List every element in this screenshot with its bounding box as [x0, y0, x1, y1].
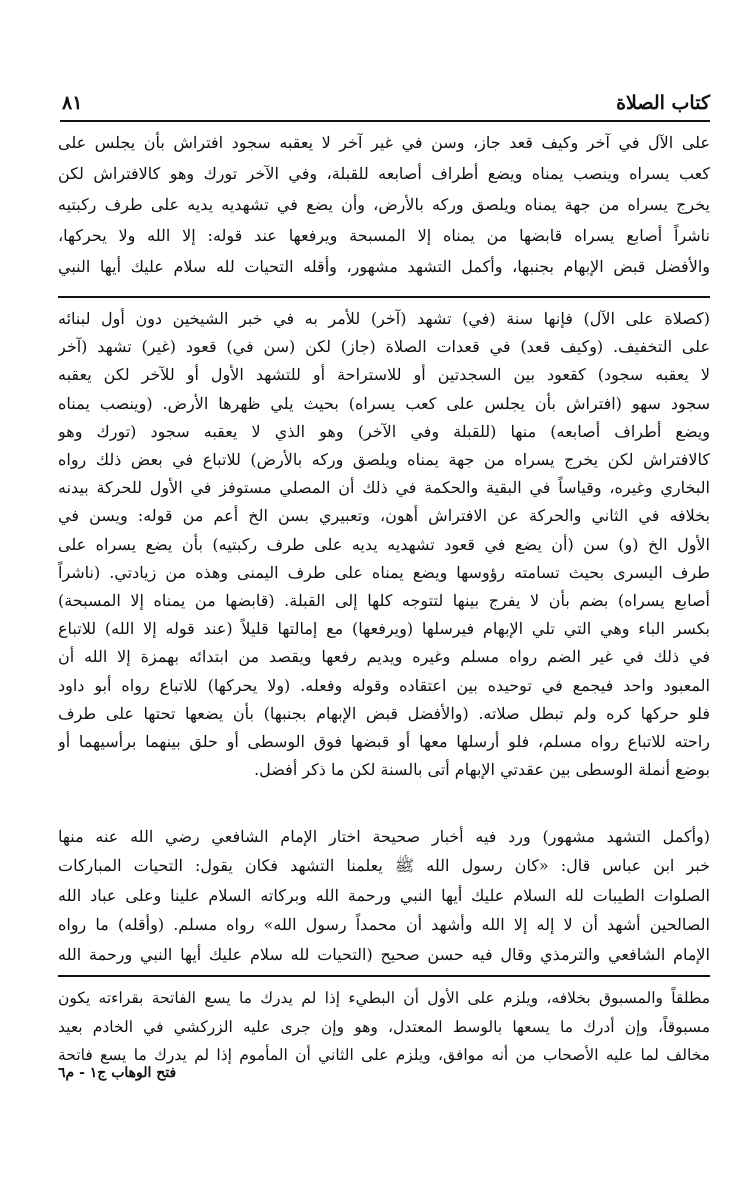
commentary-paragraph-1 — [58, 305, 710, 784]
commentary-line: الأول الخ (و) سن (أن يضع في قعود تشهديه يديه على طرف ركبتيه) بأن يضع يسراه على — [58, 534, 710, 554]
commentary-line: راحته للاتباع رواه مسلم، فلو أرسلها معها أو قبضها فوق الوسطى أو حلق بينهما برأسيهما أو — [58, 732, 710, 752]
footnote-line: مسبوقاً، وإن أدرك ما يسعها بالوسط المعتدل، وهو وإن جرى عليه الزركشي في الخادم بعيد — [58, 1017, 710, 1036]
page-header — [60, 92, 710, 120]
commentary-paragraph-2 — [58, 822, 710, 969]
main-text — [58, 127, 710, 282]
commentary-line: البخاري وغيره، وقياساً في البقية والحكمة في ذلك أن المصلي مستوفز في الأول للحركة بيدنه — [58, 478, 710, 498]
running-head: كتاب الصلاة — [616, 92, 710, 114]
commentary-line: (وأكمل التشهد مشهور) ورد فيه أخبار صحيحة اختار الإمام الشافعي رضي الله عنه منها — [58, 827, 710, 846]
main-text-line: كعب يسراه وينصب يمناه ويضع أطراف أصابعه للقبلة، وفي الآخر تورك وهو كالافتراش لكن — [58, 164, 710, 183]
commentary-line: المعبود واحد فيجمع في توحيده بين اعتقاده وقوله وفعله. (ولا يحركها) للاتباع رواه أبو داود — [58, 675, 710, 695]
commentary-line: على التخفيف. (وكيف قعد) في قعدات الصلاة (جاز) لكن (سن في) قعود (غير) تشهد (آخر — [58, 337, 710, 357]
commentary-line: أصابع يسراه) بضم بأن لا يفرج بينها لتتوجه كلها إلى القبلة. (قابضها من يمناه إلا المسبحة) — [58, 591, 710, 611]
commentary-line: بكسر الباء وهي التي تلي الإبهام فيرسلها (ويرفعها) مع إمالتها قليلاً (عند قوله إلا الله) للاتباع — [58, 619, 710, 639]
printer-signature: فتح الوهاب ج١ - م٦ — [58, 1065, 177, 1081]
commentary-line: (كصلاة على الآل) فإنها سنة (في) تشهد (آخر) للأمر به في خبر الشيخين دون أول لبنائه — [58, 309, 710, 328]
main-text-separator — [58, 296, 710, 298]
commentary-line: بخلافه في الثاني والحركة عن الافتراش أهون، وتعبيري بسن الخ أعم من قوله: ويسن في — [58, 506, 710, 526]
commentary-line: الصالحين أشهد أن لا إله إلا الله وأشهد أن محمداً رسول الله» رواه مسلم. (وأقله) ما رواه — [58, 915, 710, 935]
page-number: ٨١ — [62, 92, 83, 114]
commentary-line: كالافتراش لكن يخرج يسراه من جهة يمناه ويلصق وركه بالأرض) للاتباع في بعض ذلك رواه — [58, 450, 710, 470]
commentary-line: لا يعقبه سجود) كقعود بين السجدتين أو للاستراحة أو للتشهد الأول أو للآخر لكن يعقبه — [58, 365, 710, 385]
commentary-line: سجود سهو (افتراش بأن يجلس على كعب يسراه) بحيث يلي ظهرها الأرض. (وينصب يمناه — [58, 393, 710, 413]
commentary-line: في ذلك في غير الضم رواه مسلم وغيره ويديم رفعها ويقصد من ابتدائه بهمزة إلا الله أن — [58, 647, 710, 667]
commentary-line: الصلوات الطيبات لله السلام عليك أيها النبي ورحمة الله وبركاته السلام علينا وعلى عباد الله — [58, 885, 710, 905]
main-text-line: يخرج يسراه من جهة يمناه ويلصق وركه بالأرض، وأن يضع في تشهديه يديه على طرف ركبتيه — [58, 195, 710, 214]
header-rule — [60, 120, 710, 122]
footnote — [58, 984, 710, 1070]
footnote-separator — [58, 975, 710, 977]
commentary-line: خبر ابن عباس قال: «كان رسول الله ﷺ يعلمنا التشهد فكان يقول: التحيات المباركات — [58, 856, 710, 876]
commentary-line: الإمام الشافعي والترمذي وقال فيه حسن صحيح (التحيات لله سلام عليك أيها النبي ورحمة الله — [58, 944, 710, 964]
main-text-line: على الآل في آخر وكيف قعد جاز، وسن في غير آخر لا يعقبه سجود افتراش بأن يجلس على — [58, 133, 710, 152]
commentary-line: فلو حركها كره ولم تبطل صلاته. (والأفضل قبض الإبهام بجنبها) بأن يضعها تحتها على طرف — [58, 703, 710, 723]
commentary-line: ويضع أطراف أصابعه) منها (للقبلة وفي الآخر) وهو الذي لا يعقبه سجود (تورك وهو — [58, 421, 710, 441]
main-text-line: ناشراً أصابع يسراه قابضها من يمناه إلا المسبحة ويرفعها عند قوله: إلا الله ولا يحركها، — [58, 226, 710, 245]
footnote-line: مخالف لما عليه الأصحاب من أنه موافق، ويلزم على الثاني أن المأموم إذا لم يدرك ما يسع فاتحة — [58, 1046, 710, 1065]
commentary-line: طرف اليسرى بحيث تسامته رؤوسها ويضع يمناه على طرف اليمنى وهذه من زيادتي. (ناشراً — [58, 562, 710, 582]
commentary-line: بوضع أنملة الوسطى بين عقدتي الإبهام أتى بالسنة لكن ما ذكر أفضل. — [254, 760, 710, 780]
footnote-line: مطلقاً والمسبوق بخلافه، ويلزم على الأول أن البطيء إذا لم يدرك ما يسع الفاتحة بقراءته يكون — [58, 989, 710, 1007]
main-text-line: والأفضل قبض الإبهام بجنبها، وأكمل التشهد مشهور، وأقله التحيات لله سلام عليك أيها النبي — [58, 257, 710, 276]
